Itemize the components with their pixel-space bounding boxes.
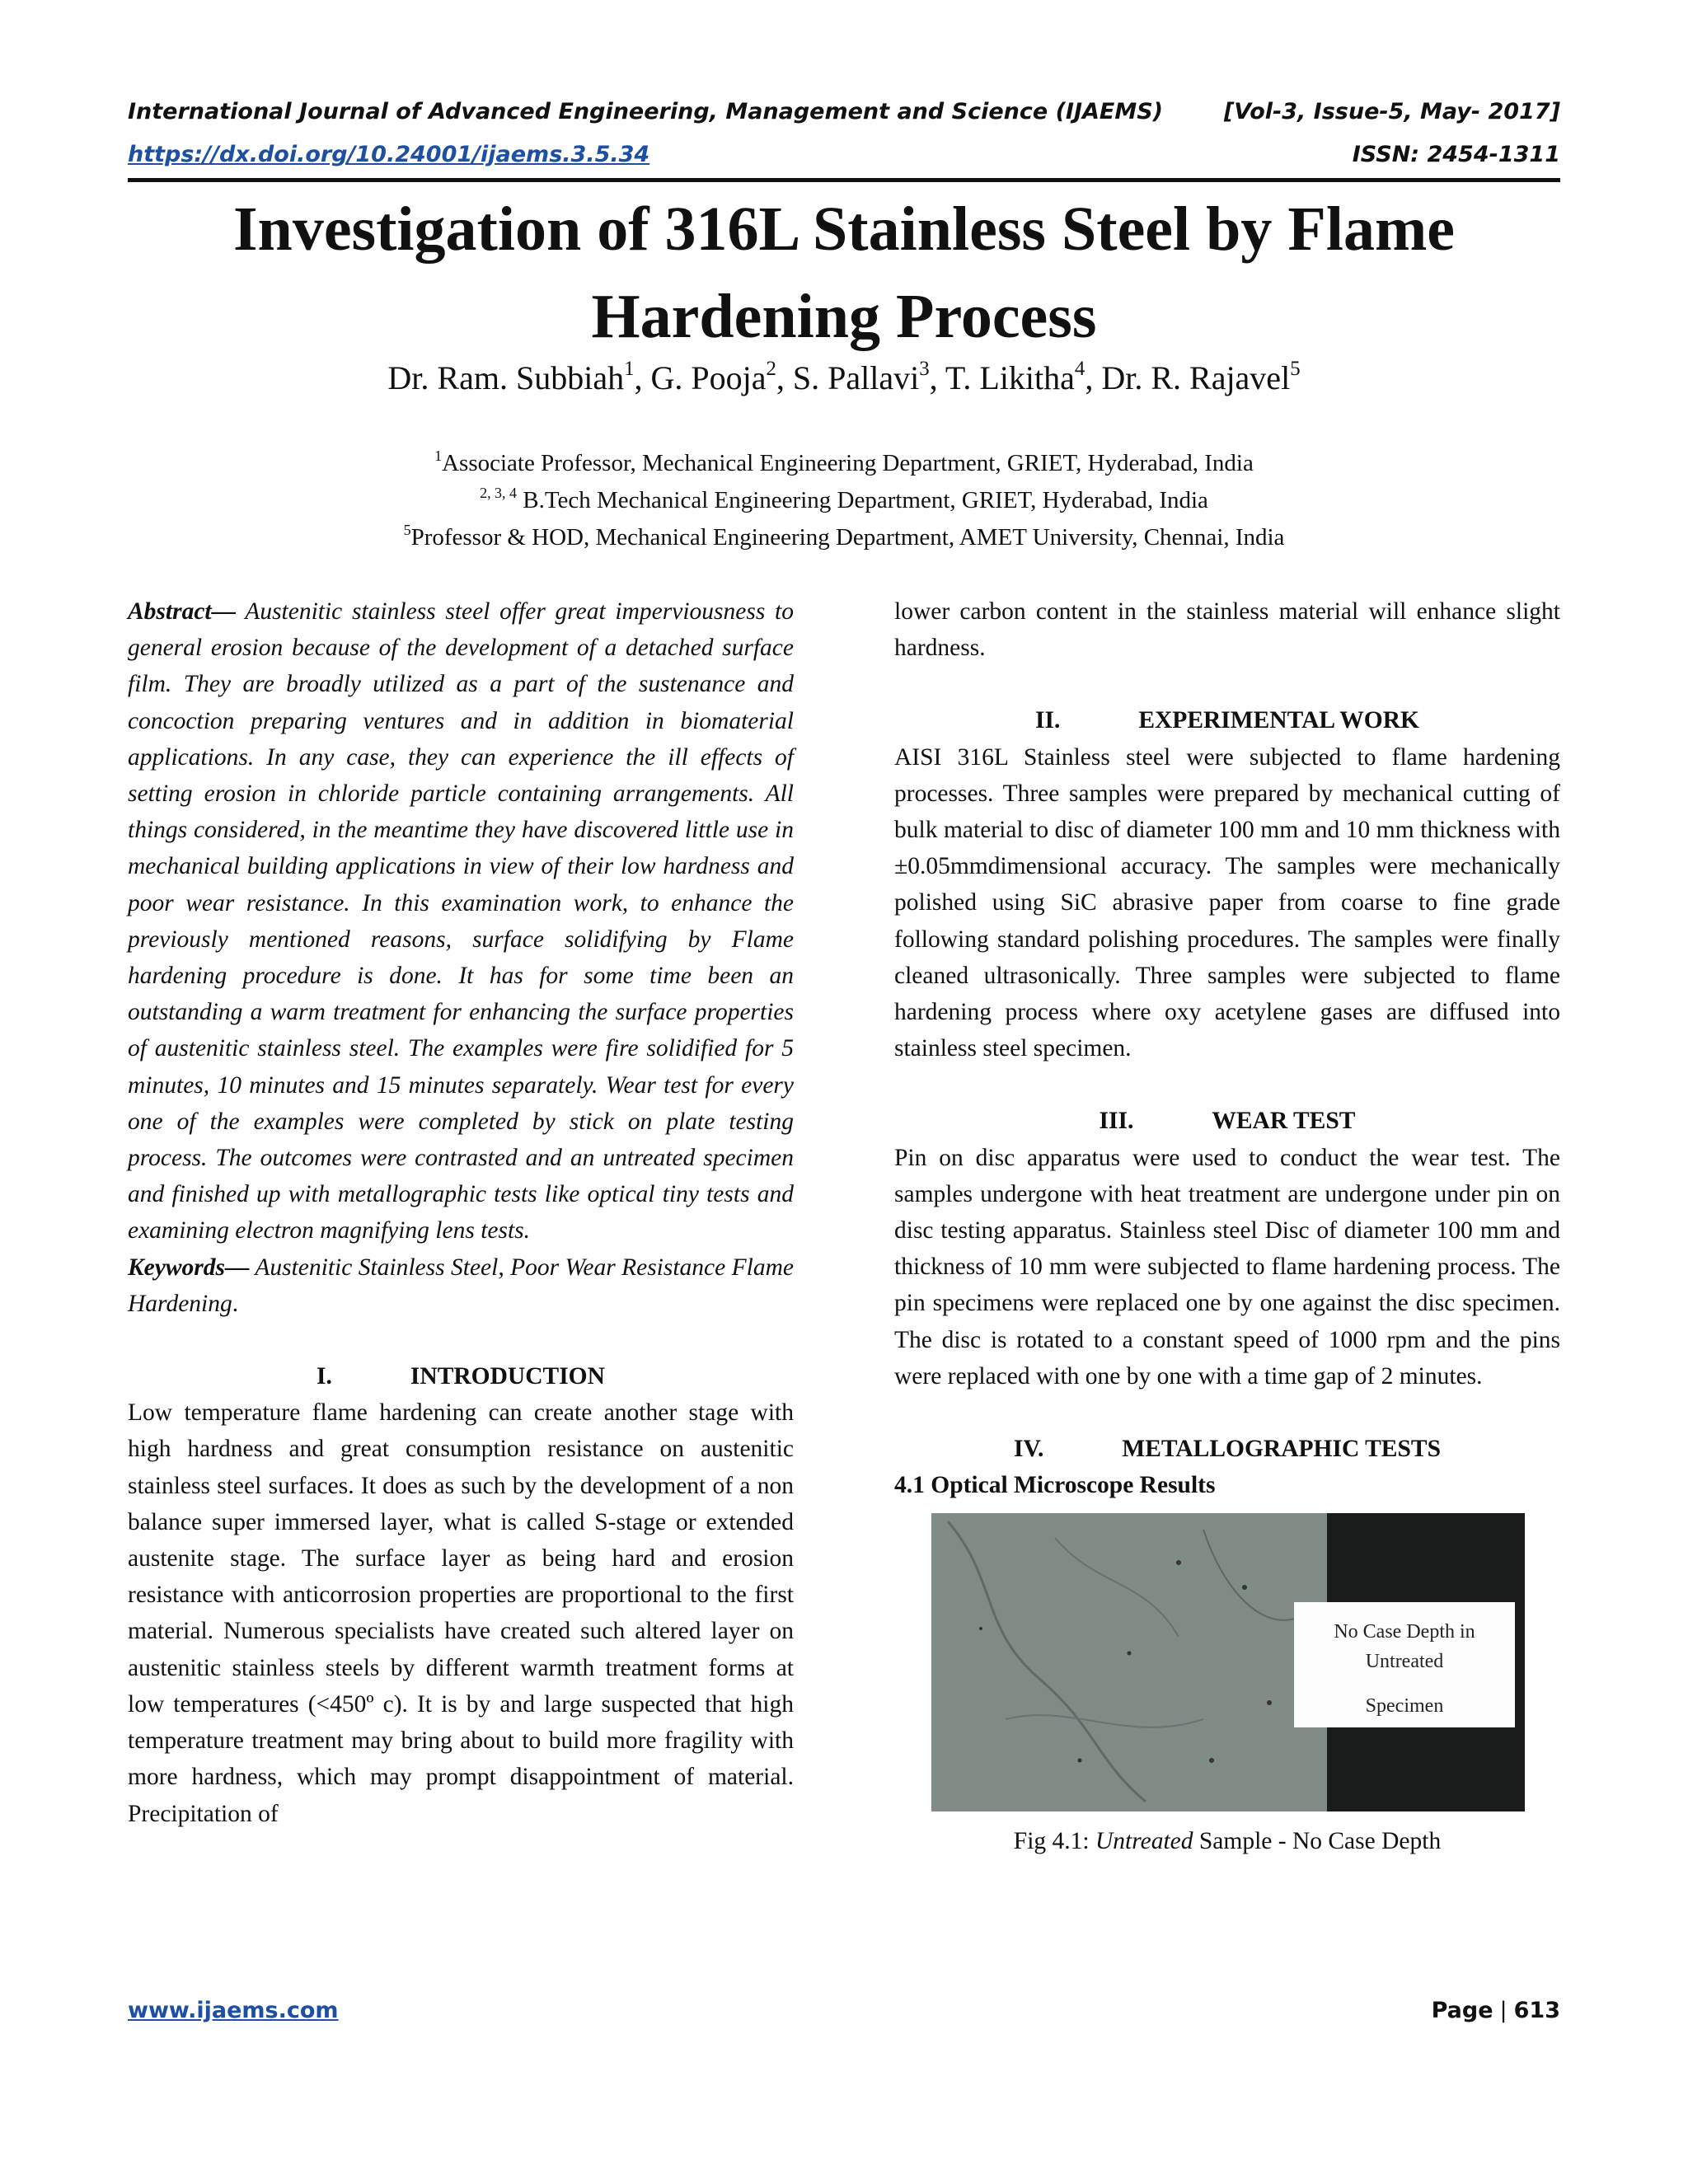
author: Dr. Ram. Subbiah$^1$, — [387, 358, 651, 396]
right-column — [894, 593, 1560, 1860]
section-heading-experimental: II. EXPERIMENTAL WORK — [1034, 707, 1419, 734]
header-divider — [128, 178, 1560, 182]
volume-info: [Vol-3, Issue-5, May- 2017] — [1223, 99, 1560, 124]
keywords-text: Austenitic Stainless Steel, Poor Wear Resistance Flame Hardening — [128, 1254, 794, 1317]
micrograph-figure — [931, 1513, 1525, 1811]
website-link[interactable]: www.ijaems.com — [128, 1998, 339, 2023]
section-heading-wear-test: III. WEAR TEST — [1099, 1108, 1356, 1135]
doi-header — [128, 142, 1560, 170]
keywords: Keywords— Austenitic Stainless Steel, Poor Wear Resistance Flame Hardening. — [128, 1254, 794, 1317]
issn: ISSN: 2454-1311 — [1352, 142, 1560, 167]
paper-title — [82, 185, 1606, 360]
page-footer — [128, 1998, 1560, 2031]
author: S. Pallavi$^3$, — [792, 358, 945, 396]
author: G. Pooja$^2$, — [650, 358, 793, 396]
experimental-text: AISI 316L Stainless steel were subjected to flame hardening processes. Three samples were prepared by mechanical cutting of bulk material to disc of diameter 100 mm and 10 mm thickness with ±0.05mmdimensional accuracy. The samples were mechanically polished using SiC abrasive paper from coarse to fine grade following standard polishing procedures. The samples were finally cleaned ultrasonically. Three samples were subjected to flame hardening process where oxy acetylene gases are diffused into stainless steel specimen. — [894, 743, 1560, 1062]
affiliation: $^1$Associate Professor, Mechanical Engineering Department, GRIET, Hyderabad, India — [434, 447, 1254, 476]
affiliation: $^{2, 3, 4}$ B.Tech Mechanical Engineering Department, GRIET, Hyderabad, India — [480, 484, 1208, 513]
author-list — [82, 357, 1606, 400]
introduction-continued: lower carbon content in the stainless material will enhance slight hardness. — [894, 598, 1560, 662]
abstract — [128, 593, 794, 1249]
page-number: Page | 613 — [1431, 1998, 1560, 2023]
left-column — [128, 593, 794, 1832]
subheading-optical: 4.1 Optical Microscope Results — [894, 1472, 1216, 1499]
section-heading-metallographic: IV. METALLOGRAPHIC TESTS — [1014, 1436, 1441, 1463]
abstract-text: Austenitic stainless steel offer great imperviousness to general erosion because of the development of a detached surface film. They are broadly utilized as a part of the sustenance and concoction preparing ventures and in addition in biomaterial applications. In any case, they can experience the ill effects of setting erosion in chloride particle containing arrangements. All things considered, in the meantime they have discovered little use in mechanical building applications in view of their low hardness and poor wear resistance. In this examination work, to enhance the previously mentioned reasons, surface solidifying by Flame hardening procedure is done. It has for some time been an outstanding a warm treatment for enhancing the surface properties of austenitic stainless steel. The examples were fire solidified for 5 minutes, 10 minutes and 15 minutes separately. Wear test for every one of the examples were completed by stick on plate testing process. The outcomes were contrasted and an untreated specimen and finished up with metallographic tests like optical tiny tests and examining electron magnifying lens tests. — [128, 598, 794, 1244]
section-heading-introduction: I. INTRODUCTION — [316, 1363, 605, 1390]
journal-name: International Journal of Advanced Engineering, Management and Science (IJAEMS) — [128, 99, 1164, 124]
affiliations — [82, 445, 1606, 556]
author: T. Likitha$^4$, — [945, 358, 1102, 396]
journal-header — [128, 99, 1560, 127]
introduction-text: Low temperature flame hardening can create another stage with high hardness and great consumption resistance on austenitic stainless steel surfaces. It does as such by the development of a non balance super immersed layer, what is called S-stage or extended austenite stage. The surface layer as being hard and erosion resistance with anticorrosion properties are proportional to the first material. Numerous specialists have created such altered layer on austenitic stainless steels by different warmth treatment forms at low temperatures (<450º c). It is by and large suspected that high temperature treatment may bring about to build more fragility with more hardness, which may prompt disappointment of material. Precipitation of — [128, 1399, 794, 1827]
title-line-2: Hardening Process — [591, 282, 1097, 351]
figure-caption: Fig 4.1: Untreated Sample - No Case Depth — [1013, 1828, 1442, 1855]
author: Dr. R. Rajavel$^5$ — [1101, 358, 1301, 396]
doi-link[interactable]: https://dx.doi.org/10.24001/ijaems.3.5.34 — [128, 142, 650, 167]
wear-test-text: Pin on disc apparatus were used to conduct the wear test. The samples undergone with heat treatment are undergone under pin on disc testing apparatus. Stainless steel Disc of diameter 100 mm and thickness of 10 mm were subjected to flame hardening process. The pin specimens were replaced one by one against the disc specimen. The disc is rotated to a constant speed of 1000 rpm and the pins were replaced with one by one with a time gap of 2 minutes. — [894, 1144, 1560, 1390]
micrograph-label: No Case Depth in Untreated Specimen — [1294, 1602, 1515, 1727]
abstract-label: Abstract— — [128, 598, 237, 625]
affiliation: $^5$Professor & HOD, Mechanical Engineering Department, AMET University, Chennai, India — [403, 521, 1285, 551]
title-line-1: Investigation of 316L Stainless Steel by Flame — [232, 194, 1456, 264]
keywords-label: Keywords— — [128, 1254, 250, 1281]
